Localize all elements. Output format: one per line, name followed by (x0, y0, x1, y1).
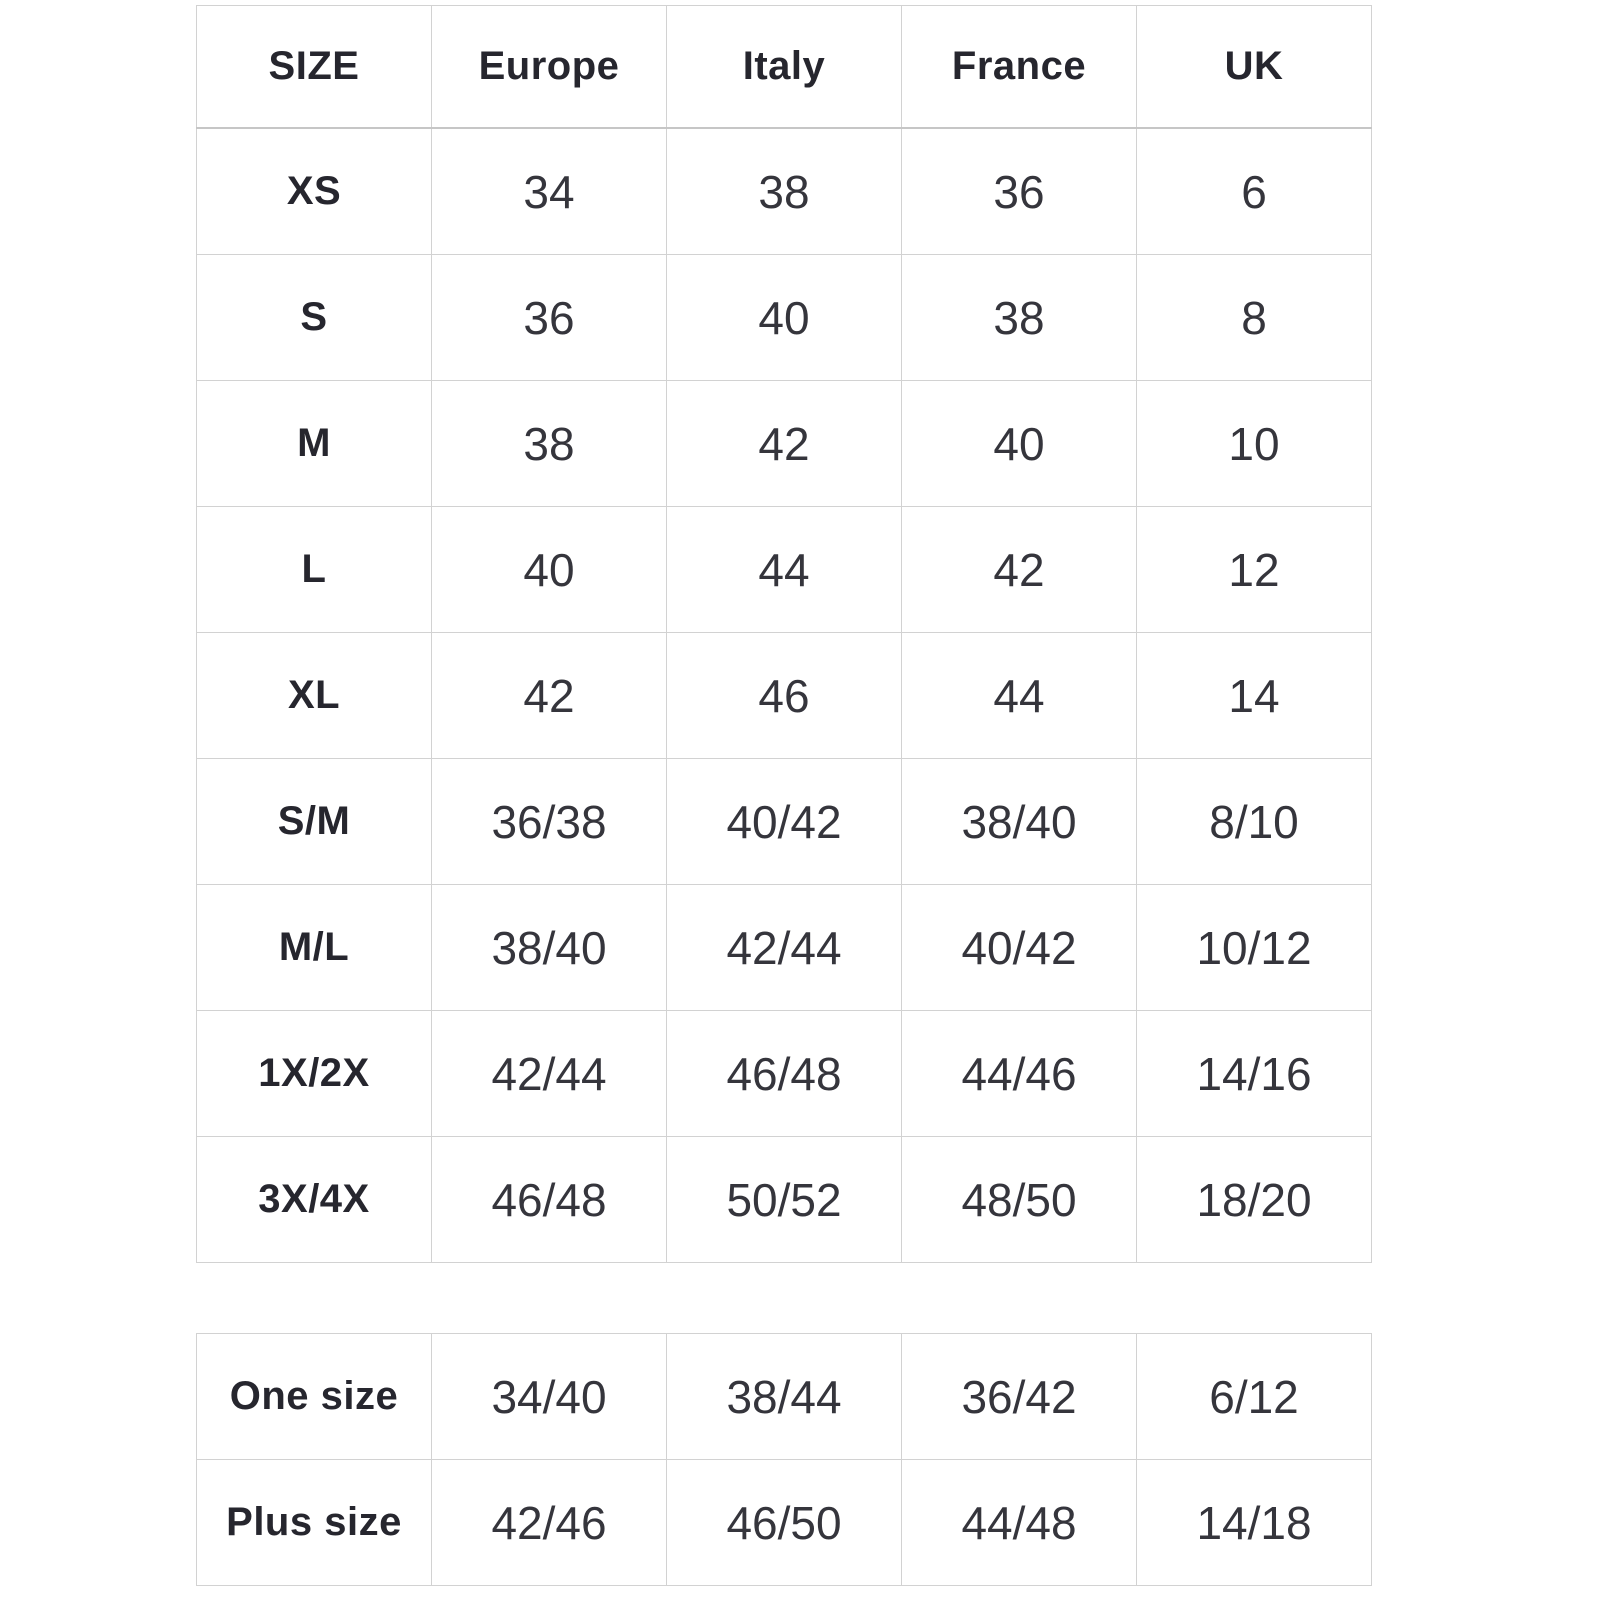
column-header: SIZE (197, 6, 432, 129)
size-value-cell: 44 (667, 507, 902, 633)
special-size-table-body (197, 1334, 1372, 1586)
table-row (197, 1137, 1372, 1263)
size-value-cell: 8/10 (1137, 759, 1372, 885)
size-value-cell: 38 (902, 255, 1137, 381)
size-value-cell: 36/38 (432, 759, 667, 885)
size-value-cell: 44/46 (902, 1011, 1137, 1137)
main-size-table-body (197, 128, 1372, 1263)
table-row (197, 128, 1372, 255)
size-value-cell: 38 (432, 381, 667, 507)
size-value-cell: 42/44 (432, 1011, 667, 1137)
size-value-cell: 6/12 (1137, 1334, 1372, 1460)
size-value-cell: 44 (902, 633, 1137, 759)
table-row (197, 381, 1372, 507)
size-label-cell: 1X/2X (197, 1011, 432, 1137)
size-label-cell: S/M (197, 759, 432, 885)
size-value-cell: 50/52 (667, 1137, 902, 1263)
header-row (197, 6, 1372, 129)
table-row (197, 507, 1372, 633)
column-header: Europe (432, 6, 667, 129)
size-value-cell: 34 (432, 128, 667, 255)
size-value-cell: 40 (902, 381, 1137, 507)
size-label-cell: One size (197, 1334, 432, 1460)
size-label-cell: S (197, 255, 432, 381)
table-row (197, 885, 1372, 1011)
size-value-cell: 10 (1137, 381, 1372, 507)
column-header: Italy (667, 6, 902, 129)
size-value-cell: 44/48 (902, 1460, 1137, 1586)
size-label-cell: XS (197, 128, 432, 255)
table-row (197, 759, 1372, 885)
size-value-cell: 46/48 (667, 1011, 902, 1137)
size-value-cell: 14/18 (1137, 1460, 1372, 1586)
size-value-cell: 10/12 (1137, 885, 1372, 1011)
size-value-cell: 48/50 (902, 1137, 1137, 1263)
size-value-cell: 42/46 (432, 1460, 667, 1586)
main-size-table (196, 5, 1372, 1263)
size-value-cell: 46/50 (667, 1460, 902, 1586)
size-value-cell: 40/42 (902, 885, 1137, 1011)
size-value-cell: 38/44 (667, 1334, 902, 1460)
size-value-cell: 40 (432, 507, 667, 633)
size-value-cell: 42 (667, 381, 902, 507)
size-value-cell: 12 (1137, 507, 1372, 633)
size-value-cell: 38/40 (432, 885, 667, 1011)
size-value-cell: 42 (902, 507, 1137, 633)
main-size-table-header (197, 6, 1372, 129)
table-row (197, 255, 1372, 381)
table-row (197, 1011, 1372, 1137)
size-value-cell: 40/42 (667, 759, 902, 885)
size-value-cell: 42/44 (667, 885, 902, 1011)
size-value-cell: 36/42 (902, 1334, 1137, 1460)
size-value-cell: 14/16 (1137, 1011, 1372, 1137)
size-value-cell: 38/40 (902, 759, 1137, 885)
special-size-table (196, 1333, 1372, 1586)
size-value-cell: 36 (432, 255, 667, 381)
size-label-cell: Plus size (197, 1460, 432, 1586)
size-value-cell: 40 (667, 255, 902, 381)
size-value-cell: 18/20 (1137, 1137, 1372, 1263)
table-row (197, 633, 1372, 759)
size-value-cell: 46 (667, 633, 902, 759)
table-row (197, 1334, 1372, 1460)
column-header: France (902, 6, 1137, 129)
size-value-cell: 42 (432, 633, 667, 759)
size-conversion-tables (196, 5, 1372, 1586)
size-label-cell: M/L (197, 885, 432, 1011)
size-label-cell: M (197, 381, 432, 507)
size-value-cell: 38 (667, 128, 902, 255)
size-label-cell: L (197, 507, 432, 633)
size-label-cell: 3X/4X (197, 1137, 432, 1263)
table-row (197, 1460, 1372, 1586)
size-value-cell: 34/40 (432, 1334, 667, 1460)
size-value-cell: 14 (1137, 633, 1372, 759)
column-header: UK (1137, 6, 1372, 129)
size-label-cell: XL (197, 633, 432, 759)
size-value-cell: 36 (902, 128, 1137, 255)
size-value-cell: 6 (1137, 128, 1372, 255)
size-value-cell: 46/48 (432, 1137, 667, 1263)
size-value-cell: 8 (1137, 255, 1372, 381)
